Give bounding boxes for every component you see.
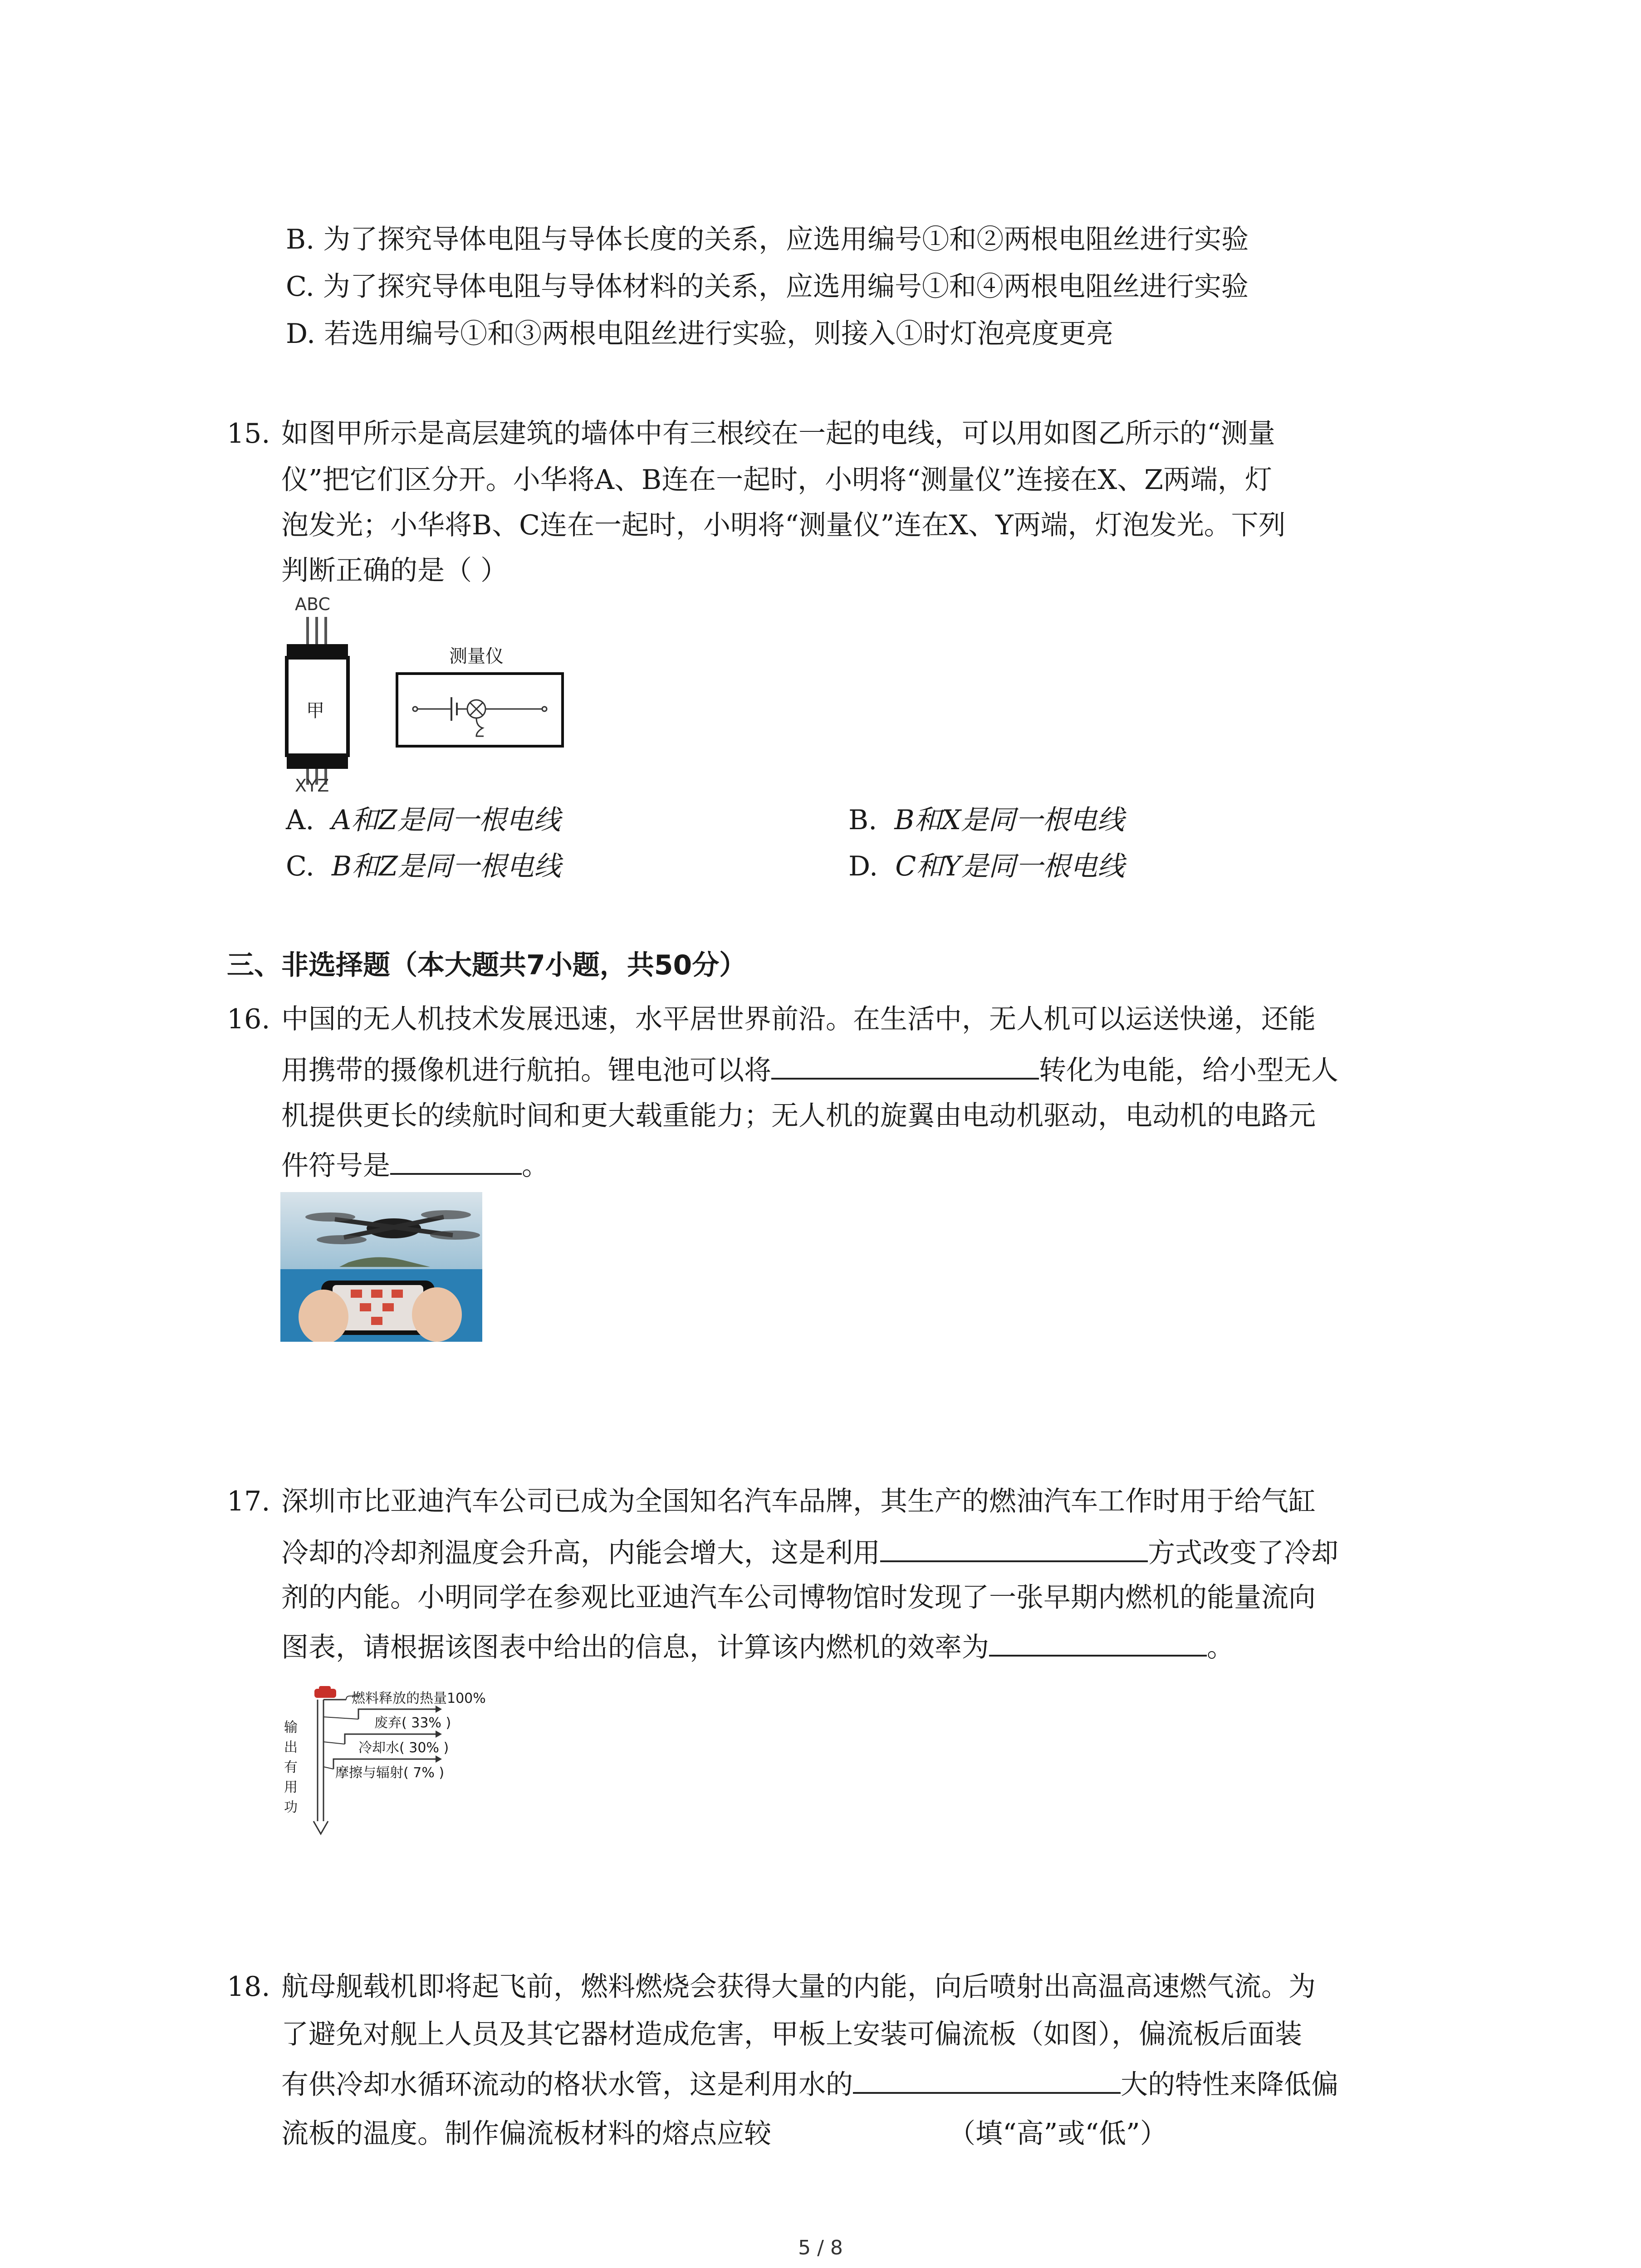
friction-radiation-label: 摩擦与辐射( 7% ) <box>335 1765 445 1781</box>
q18-line4-tail: （填“高”或“低”） <box>948 2118 1167 2150</box>
page-number: 5 / 8 <box>798 2236 843 2259</box>
q15-option-a <box>286 802 561 838</box>
q17-line2-tail: 方式改变了冷却 <box>1148 1537 1338 1569</box>
q15-option-b <box>848 802 1124 838</box>
q16-line2 <box>281 1051 1338 1089</box>
q15-option-d-text: C和Y是同一根电线 <box>895 850 1125 882</box>
q16-line2-tail: 转化为电能，给小型无人 <box>1039 1055 1338 1086</box>
cooling-water-label: 冷却水( 30% ) <box>358 1740 449 1756</box>
q18-line3-tail: 大的特性来降低偏 <box>1121 2069 1338 2101</box>
q15-option-c-text: B和Z是同一根电线 <box>332 850 561 882</box>
q15-option-c-key: C. <box>286 850 314 882</box>
q18-blank-1[interactable] <box>853 2065 1121 2094</box>
q15-option-d-key: D. <box>848 850 878 882</box>
q14-option-c: C. 为了探究导体电阻与导体材料的关系，应选用编号①和④两根电阻丝进行实验 <box>286 271 1249 303</box>
fuel-heat-label: 燃料释放的热量100% <box>352 1691 486 1706</box>
q17-number: 17. <box>227 1486 270 1517</box>
q17-line4-tail: 。 <box>1207 1632 1234 1663</box>
q14-option-b: B. 为了探究导体电阻与导体长度的关系，应选用编号①和②两根电阻丝进行实验 <box>286 224 1249 255</box>
q17-line2 <box>281 1533 1338 1571</box>
q15-meter-title: 测量仪 <box>449 646 504 667</box>
q15-option-b-text: B和X是同一根电线 <box>894 804 1125 836</box>
q15-option-c <box>286 848 561 885</box>
useful-work-char: 有 <box>284 1760 298 1775</box>
q15-option-d <box>848 848 1125 885</box>
q17-line4-text: 图表，请根据该图表中给出的信息，计算该内燃机的效率为 <box>281 1632 989 1663</box>
waste-label: 废弃( 33% ) <box>374 1715 451 1731</box>
q18-number: 18. <box>227 1971 270 2003</box>
q18-line1: 航母舰载机即将起飞前，燃料燃烧会获得大量的内能，向后喷射出高温高速燃气流。为 <box>281 1971 1316 2003</box>
q15-box-label: 甲 <box>306 700 324 721</box>
q16-line4-tail: 。 <box>522 1150 549 1182</box>
q15-line4: 判断正确的是（ ） <box>281 555 508 587</box>
q15-line1: 如图甲所示是高层建筑的墙体中有三根绞在一起的电线，可以用如图乙所示的“测量 <box>281 418 1275 450</box>
q16-line4 <box>281 1146 549 1184</box>
useful-work-char: 输 <box>284 1720 298 1735</box>
q18-line3 <box>281 2065 1338 2103</box>
q15-number: 15. <box>227 418 270 450</box>
q17-line3: 剂的内能。小明同学在参观比亚迪汽车公司博物馆时发现了一张早期内燃机的能量流向 <box>281 1582 1316 1613</box>
drone-image-icon <box>280 1192 482 1342</box>
q15-figure-wall <box>281 594 363 803</box>
q17-line1: 深圳市比亚迪汽车公司已成为全国知名汽车品牌，其生产的燃油汽车工作时用于给气缸 <box>281 1486 1316 1517</box>
q15-bottom-label: XYZ <box>295 776 329 796</box>
q16-line1: 中国的无人机技术发展迅速，水平居世界前沿。在生活中，无人机可以运送快递，还能 <box>281 1003 1316 1035</box>
q16-blank-1[interactable] <box>771 1051 1039 1080</box>
meter-circuit-icon <box>395 642 567 751</box>
energy-flow-figure <box>279 1685 533 1848</box>
q16-blank-2[interactable] <box>390 1146 522 1175</box>
q17-blank-1[interactable] <box>880 1533 1148 1562</box>
q15-line2: 仪”把它们区分开。小华将A、B连在一起时，小明将“测量仪”连接在X、Z两端，灯 <box>281 464 1272 496</box>
q18-line4 <box>281 2114 1167 2152</box>
q16-line2-text: 用携带的摄像机进行航拍。锂电池可以将 <box>281 1055 771 1086</box>
q15-option-a-text: A和Z是同一根电线 <box>331 804 561 836</box>
q17-line4 <box>281 1628 1234 1666</box>
useful-work-char: 出 <box>284 1740 298 1755</box>
q15-top-label: ABC <box>295 594 330 614</box>
q15-option-b-key: B. <box>848 804 877 836</box>
q15-option-a-key: A. <box>286 804 314 836</box>
drone-photo <box>280 1192 482 1342</box>
q14-option-d: D. 若选用编号①和③两根电阻丝进行实验，则接入①时灯泡亮度更亮 <box>286 318 1114 350</box>
q18-line4-text: 流板的温度。制作偏流板材料的熔点应较 <box>281 2118 771 2150</box>
q18-blank-2[interactable] <box>771 2114 948 2143</box>
q16-line3: 机提供更长的续航时间和更大载重能力；无人机的旋翼由电动机驱动，电动机的电路元 <box>281 1100 1316 1132</box>
useful-work-char: 功 <box>284 1799 298 1815</box>
q18-line3-text: 有供冷却水循环流动的格状水管，这是利用水的 <box>281 2069 853 2101</box>
useful-work-label <box>282 1718 300 1818</box>
q18-line2: 了避免对舰上人员及其它器材造成危害，甲板上安装可偏流板（如图），偏流板后面装 <box>281 2019 1302 2050</box>
q17-blank-2[interactable] <box>989 1628 1207 1657</box>
section-heading: 三、非选择题（本大题共7小题，共50分） <box>227 949 747 981</box>
useful-work-char: 用 <box>284 1779 298 1795</box>
q15-line3: 泡发光；小华将B、C连在一起时，小明将“测量仪”连在X、Y两端，灯泡发光。下列 <box>281 509 1286 541</box>
q15-figure-meter <box>395 642 567 751</box>
q16-number: 16. <box>227 1003 270 1035</box>
q17-line2-text: 冷却的冷却剂温度会升高，内能会增大，这是利用 <box>281 1537 880 1569</box>
q16-line4-text: 件符号是 <box>281 1150 390 1182</box>
